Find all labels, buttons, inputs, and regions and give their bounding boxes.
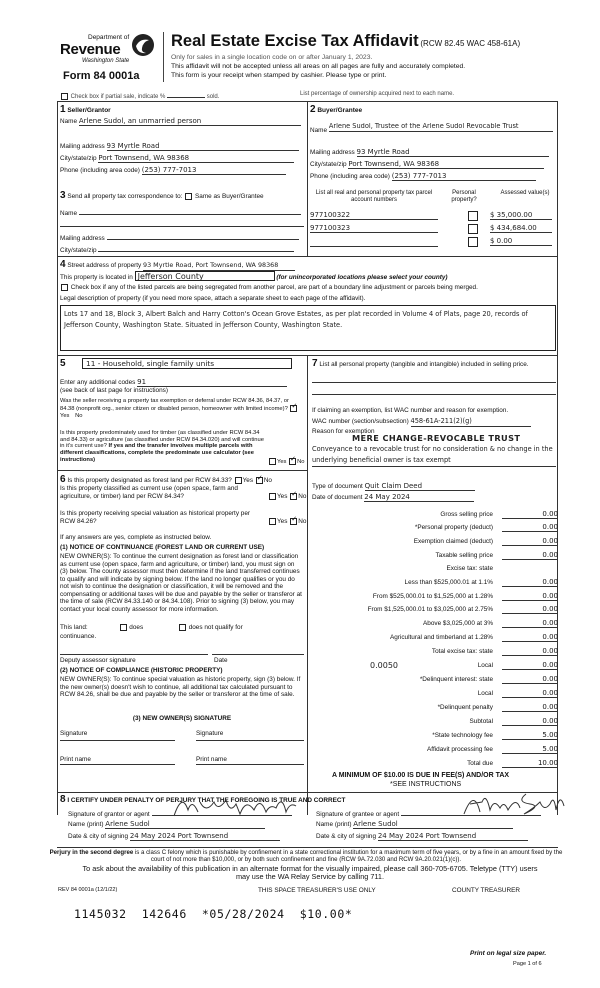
- correspondence-name-row: [60, 208, 304, 218]
- parcel-row: [310, 224, 556, 236]
- correspondence-city-row: [60, 245, 304, 255]
- segregated-row: [60, 284, 556, 292]
- historic-no-checkbox[interactable]: [290, 518, 297, 525]
- historic-no-label: No: [298, 518, 307, 526]
- forest-yes-checkbox[interactable]: [235, 477, 242, 484]
- historic-yes-checkbox[interactable]: [269, 518, 276, 525]
- tax-row: [300, 537, 558, 549]
- buyer-section: [310, 104, 556, 184]
- tax-value[interactable]: 0.00: [502, 551, 558, 560]
- wac-row: [312, 418, 531, 427]
- tax-label: *Delinquent interest: state: [419, 676, 493, 683]
- grantee-signature-icon: [460, 788, 570, 818]
- this-land-label: This land:: [60, 624, 88, 632]
- buyer-phone-field[interactable]: (253) 777-7013: [392, 172, 536, 181]
- correspondence-mailing-row: [60, 233, 304, 243]
- same-as-buyer-checkbox[interactable]: [185, 193, 192, 200]
- grantee-sig-label: Signature of grantee or agent: [316, 811, 400, 818]
- certification-text: I CERTIFY UNDER PENALTY OF PERJURY THAT THE FOREGOING IS TRUE AND CORRECT: [67, 797, 346, 804]
- form-rcw: (RCW 82.45 WAC 458-61A): [420, 39, 521, 48]
- new-owner-signature-heading: (3) NEW OWNER(S) SIGNATURE: [132, 715, 232, 722]
- section-5: [60, 358, 304, 468]
- tax-label: *Delinquent penalty: [437, 704, 493, 711]
- partial-sale-percent-field[interactable]: [167, 91, 205, 98]
- doc-type-label: Type of document: [312, 483, 363, 490]
- reason-field[interactable]: Conveyance to a revocable trust for no consideration & no change in the underlying beneficial owner is tax exempt: [312, 444, 556, 467]
- forest-question-text: Is this property designated as forest land per RCW 84.33?: [67, 477, 232, 484]
- buyer-phone-label: Phone (including area code): [310, 173, 390, 180]
- land-use-select[interactable]: 11 - Household, single family units: [82, 358, 292, 369]
- this-land-row: [60, 624, 304, 632]
- header-note-2: This affidavit will not be accepted unless all areas on all pages are fully and accurately completed.: [171, 63, 466, 70]
- tax-label: Above $3,025,000 at 3%: [423, 620, 493, 627]
- grantee-date-row: [316, 832, 556, 841]
- doc-type-field[interactable]: Quit Claim Deed: [365, 482, 475, 491]
- personal-property-checkbox[interactable]: [468, 237, 478, 247]
- minimum-due-note: A MINIMUM OF $10.00 IS DUE IN FEE(S) AND/OR TAX: [332, 772, 510, 779]
- correspondence-blank-line[interactable]: [60, 226, 304, 227]
- does-label: does: [129, 624, 144, 632]
- grantee-name-row: [316, 820, 556, 829]
- parcel-number[interactable]: [310, 237, 438, 247]
- seller-mailing-label: Mailing address: [60, 143, 105, 150]
- assessed-value[interactable]: $ 434,684.00: [490, 224, 552, 233]
- print-name-line-2[interactable]: [196, 764, 304, 765]
- tax-label: Gross selling price: [440, 511, 493, 518]
- buyer-num: 2: [310, 104, 316, 115]
- see-back-note: (see back of last page for instructions): [60, 387, 168, 394]
- historic-yes-label: Yes: [277, 518, 288, 526]
- tax-value[interactable]: 5.00: [502, 731, 558, 740]
- tax-label: Taxable selling price: [435, 552, 493, 559]
- tax-label: Local: [477, 690, 493, 697]
- correspondence-num: 3: [60, 190, 66, 201]
- wac-label: WAC number (section/subsection): [312, 418, 409, 425]
- doc-type-row: [312, 482, 475, 491]
- cashier-stamp: 1145032 142646 *05/28/2024 $10.00*: [74, 907, 353, 921]
- parcel-number[interactable]: 977100323: [310, 224, 438, 233]
- correspondence-section: [60, 190, 304, 256]
- seller-name-label: Name: [60, 118, 78, 125]
- seller-name-row: [60, 117, 304, 126]
- tax-value[interactable]: 0.00: [502, 605, 558, 614]
- section-6: [60, 474, 307, 744]
- tax-value[interactable]: 0.00: [502, 619, 558, 628]
- assessed-value[interactable]: $ 35,000.00: [490, 211, 552, 220]
- correspondence-label: Send all property tax correspondence to:: [67, 193, 183, 200]
- grantee-date-label: Date & city of signing: [316, 833, 377, 840]
- property-num: 4: [60, 259, 66, 270]
- legal-description-field[interactable]: Lots 17 and 18, Block 3, Albert Balch and Harry Cotton's Ocean Grove Estates, as per plat recorded in Volume 4 of Plats, page 20, records of Jefferson County, Washington State. Situated in Jefferson County, Washington State.: [60, 305, 556, 351]
- grantor-date-label: Date & city of signing: [68, 833, 129, 840]
- buyer-mailing-label: Mailing address: [310, 149, 355, 156]
- wac-field[interactable]: 458-61A-211(2)(g): [411, 418, 531, 427]
- tax-row: [300, 745, 558, 757]
- does-not-checkbox[interactable]: [179, 624, 186, 631]
- timber-yes-label: Yes: [277, 459, 287, 466]
- county-treasurer: COUNTY TREASURER: [452, 887, 520, 894]
- assessed-value[interactable]: $ 0.00: [490, 237, 552, 246]
- doc-date-label: Date of document: [312, 494, 363, 501]
- personal-property-line-1[interactable]: [312, 382, 556, 383]
- tax-label: Affidavit processing fee: [427, 746, 493, 753]
- tax-value[interactable]: 5.00: [502, 745, 558, 754]
- form-number: Form 84 0001a: [63, 70, 140, 82]
- correspondence-name-field[interactable]: [79, 208, 301, 215]
- tax-label: Total excise tax: state: [431, 648, 493, 655]
- buyer-city-row: [310, 160, 556, 169]
- partial-sale-label: Check box if partial sale, indicate %: [70, 94, 166, 100]
- tax-label: From $1,525,000.01 to $3,025,000 at 2.75%: [367, 606, 493, 613]
- tax-row: [300, 689, 558, 701]
- tax-row: [300, 551, 558, 563]
- tax-label: Local: [477, 662, 493, 669]
- tax-label: *State technology fee: [432, 732, 493, 739]
- header-divider: [163, 32, 164, 82]
- seller-heading: Seller/Grantor: [67, 107, 111, 114]
- perjury-bold: Perjury in the second degree: [49, 849, 134, 856]
- partial-sale-checkbox[interactable]: [61, 93, 68, 100]
- correspondence-city-field[interactable]: [98, 245, 294, 252]
- county-row: [60, 271, 556, 282]
- compliance-heading: (2) NOTICE OF COMPLIANCE (HISTORIC PROPERTY): [60, 667, 223, 674]
- assessor-signature-line[interactable]: [60, 654, 208, 655]
- column-divider: [307, 101, 308, 256]
- unincorporated-note: (for unincorporated locations please select your county): [276, 274, 448, 281]
- form-title: [171, 32, 520, 52]
- section-7-num: 7: [312, 358, 318, 369]
- seller-mailing-field[interactable]: 93 Myrtle Road: [107, 142, 299, 151]
- new-owner-sig-label-2: Signature: [196, 730, 224, 737]
- print-name-label-2: Print name: [196, 756, 227, 763]
- seller-section: [60, 104, 304, 184]
- buyer-city-field[interactable]: Port Townsend, WA 98368: [348, 160, 544, 169]
- tax-label: From $525,000.01 to $1,525,000 at 1.28%: [372, 593, 493, 600]
- forest-no-label: No: [263, 477, 272, 484]
- perjury-notice: [46, 849, 566, 863]
- exemption-question-text: Was the seller receiving a property tax exemption or deferral under RCW 84.36, 84.37, or 84.38 (nonprofit org., senior citizen or disabled person, homeowner with limited income)?: [60, 398, 289, 412]
- treasurer-use-only: THIS SPACE TREASURER'S USE ONLY: [258, 887, 376, 894]
- add-codes-row: [60, 378, 304, 387]
- correspondence-name-label: Name: [60, 210, 78, 217]
- grantor-name-row: [68, 820, 308, 829]
- tax-value[interactable]: 0.00: [502, 661, 558, 670]
- tax-label: Exemption claimed (deduct): [413, 538, 493, 545]
- exemption-no-label: No: [75, 413, 83, 420]
- buyer-name-row: [310, 123, 556, 135]
- tax-value[interactable]: 0.00: [502, 717, 558, 726]
- tax-row: [300, 675, 558, 687]
- current-use-no-label: No: [298, 493, 307, 501]
- exemption-instruction: If claiming an exemption, list WAC number and reason for exemption.: [312, 407, 509, 414]
- tax-value[interactable]: 0.00: [502, 703, 558, 712]
- tax-label: Less than $525,000.01 at 1.1%: [404, 579, 493, 586]
- section-6-divider: [57, 470, 307, 471]
- timber-answer: [268, 458, 305, 466]
- county-select[interactable]: Jefferson County: [135, 271, 275, 281]
- see-instructions-note: *SEE INSTRUCTIONS: [390, 781, 462, 788]
- tax-row: [300, 564, 558, 576]
- located-label: This property is located in: [60, 274, 133, 281]
- tax-row: [300, 717, 558, 729]
- buyer-phone-row: [310, 172, 556, 181]
- tax-label: *Personal property (deduct): [414, 524, 493, 531]
- alternate-format-notice: To ask about the availability of this publication in an alternate format for the visually impaired, please call 360-705-6705. Teletype (TTY) users may use the WA Relay Service by calling 711.: [82, 864, 538, 882]
- tax-value[interactable]: 0.00: [502, 537, 558, 546]
- tax-row: [300, 661, 558, 673]
- buyer-mailing-row: [310, 148, 556, 157]
- segregated-checkbox[interactable]: [61, 284, 68, 291]
- personal-col-header: Personal property?: [451, 190, 477, 204]
- tax-label: Total due: [467, 760, 493, 767]
- tax-value[interactable]: 0.00: [502, 578, 558, 587]
- buyer-name-label: Name: [310, 126, 328, 134]
- grantee-name-label: Name (print): [316, 821, 352, 828]
- exemption-yes-label: Yes: [60, 413, 70, 420]
- seller-name-field[interactable]: Arlene Sudol, an unmarried person: [79, 117, 301, 126]
- street-row: [60, 259, 556, 271]
- timber-yes-checkbox[interactable]: [269, 458, 276, 465]
- tax-row: [300, 633, 558, 645]
- tax-row: [300, 523, 558, 535]
- tax-value[interactable]: 0.00: [502, 647, 558, 656]
- personal-property-line-2[interactable]: [312, 394, 556, 395]
- add-codes-field[interactable]: 91: [137, 378, 287, 387]
- new-owner-sig-line-1[interactable]: [60, 740, 175, 741]
- grantee-name-field[interactable]: Arlene Sudol: [353, 820, 513, 829]
- logo-name: Revenue: [60, 41, 121, 58]
- tax-row: [300, 592, 558, 604]
- new-owner-sig-label-1: Signature: [60, 730, 88, 737]
- timber-question-text: Is this property predominately used for timber (as classified under RCW 84.34 and 84.33) or agriculture (as classified under RCW 84.34.020) and will continue in it's current use?: [60, 430, 264, 450]
- tax-row: [300, 605, 558, 617]
- seller-phone-field[interactable]: (253) 777-7013: [142, 166, 286, 175]
- section-5-num: 5: [60, 358, 66, 369]
- header-note-3: This form is your receipt when stamped by cashier. Please type or print.: [171, 72, 387, 79]
- tax-label: Agricultural and timberland at 1.28%: [389, 634, 493, 641]
- partial-sale-sold: sold.: [206, 94, 220, 100]
- seller-num: 1: [60, 104, 66, 115]
- any-yes-note: If any answers are yes, complete as instructed below.: [60, 534, 212, 541]
- local-rate: 0.0050: [370, 661, 398, 670]
- section-6-num: 6: [60, 474, 66, 485]
- page-number: Page 1 of 6: [513, 961, 542, 967]
- tax-value[interactable]: 0.00: [502, 592, 558, 601]
- seller-phone-label: Phone (including area code): [60, 167, 140, 174]
- tax-value[interactable]: 0.00: [502, 633, 558, 642]
- property-section: [60, 259, 556, 355]
- assessed-col-header: Assessed value(s): [500, 190, 550, 196]
- timber-no-label: No: [297, 459, 305, 466]
- doc-date-field[interactable]: 24 May 2024: [364, 493, 474, 502]
- street-field[interactable]: 93 Myrtle Road, Port Townsend, WA 98368: [143, 262, 295, 271]
- buyer-name-field[interactable]: Arlene Sudol, Trustee of the Arlene Sudol Revocable Trust: [329, 123, 553, 132]
- tax-value[interactable]: 10.00: [502, 759, 558, 768]
- tax-row: [300, 731, 558, 743]
- tax-label: Excise tax: state: [446, 565, 493, 572]
- print-name-label-1: Print name: [60, 756, 91, 763]
- buyer-city-label: City/state/zip: [310, 161, 347, 168]
- grantor-signature-icon: [170, 790, 300, 820]
- current-use-question: Is this property classified as current use (open space, farm and agriculture, or timber) land per RCW 84.34?: [60, 485, 238, 500]
- perjury-text: is a class C felony which is punishable by confinement in a state correctional institution for a maximum term of five years, or by a fine in an amount fixed by the court of not more than $10,000, or by both such confinement and fine (RCW 9A.72.030 and RCW 9A.20.021(1)(c)).: [134, 849, 563, 863]
- seller-city-field[interactable]: Port Townsend, WA 98368: [98, 154, 294, 163]
- print-name-row: [60, 754, 304, 766]
- seller-phone-row: [60, 166, 304, 175]
- current-use-answer: [268, 493, 306, 501]
- tax-row: [300, 578, 558, 590]
- timber-no-checkbox[interactable]: [289, 458, 296, 465]
- personal-property-checkbox[interactable]: [468, 224, 478, 234]
- header-note-1: Only for sales in a single location code on or after January 1, 2023.: [171, 54, 373, 61]
- compliance-body: NEW OWNER(S): To continue special valuation as historic property, sign (3) below. If the new owner(s) doesn't wish to continue, all additional tax calculated pursuant to RCW 84.26, shall be due and payable by the seller or transferor at the time of sale.: [60, 676, 301, 699]
- tax-row: [300, 619, 558, 631]
- seller-city-row: [60, 154, 304, 163]
- tax-label: Subtotal: [469, 718, 493, 725]
- assessor-date-label: Date: [214, 657, 228, 664]
- print-name-line-1[interactable]: [60, 764, 175, 765]
- parcel-col-header: List all real and personal property tax parcel account numbers: [315, 190, 433, 204]
- grantor-date-field[interactable]: 24 May 2024 Port Townsend: [130, 832, 280, 841]
- new-owner-sig-line-2[interactable]: [196, 740, 304, 741]
- forest-yes-label: Yes: [242, 477, 254, 484]
- tax-value[interactable]: 0.00: [502, 510, 558, 519]
- section-4-divider: [57, 256, 558, 257]
- assessor-signature-label: Deputy assessor signature: [60, 657, 136, 664]
- personal-property-checkbox[interactable]: [468, 211, 478, 221]
- section-8-num: 8: [60, 794, 66, 805]
- correspondence-city-label: City/state/zip: [60, 247, 97, 254]
- continuance-heading: (1) NOTICE OF CONTINUANCE (FOREST LAND OR CURRENT USE): [60, 544, 265, 551]
- grantor-sig-label: Signature of grantor or agent: [68, 811, 150, 818]
- tax-value[interactable]: 0.00: [502, 689, 558, 698]
- add-codes-label: Enter any additional codes: [60, 379, 136, 386]
- street-label: Street address of property: [67, 262, 142, 269]
- buyer-heading: Buyer/Grantee: [317, 107, 363, 114]
- continuance-body: NEW OWNER(S): To continue the current designation as forest land or classification as current use (open space, farm and agriculture, or timber) land, you must sign on (3) below. The county assessor must then determine if the land transferred continues to qualify and will indicate by signing below. If the land no longer qualifies or you do not wish to continue the designation or classification, it will be removed and the compensating or additional taxes will be due and payable by the seller or transferor at the time of sale (RCW 84.33.140 or 84.34.108). Prior to signing (3) below, you may contact your local county assessor for more information.: [60, 553, 302, 613]
- tax-value[interactable]: 0.00: [502, 675, 558, 684]
- section-8-bottom-line: [57, 847, 558, 848]
- revision-code: REV 84 0001a (12/1/22): [58, 887, 118, 893]
- doc-date-row: [312, 493, 474, 502]
- grantee-date-field[interactable]: 24 May 2024 Port Townsend: [378, 832, 528, 841]
- correspondence-mailing-label: Mailing address: [60, 235, 105, 242]
- timber-calculator-note: If yes and the transfer involves multiple parcels with different classifications, complete the predominate use calculator (see instructions): [60, 443, 254, 463]
- segregated-label: Check box if any of the listed parcels are being segregated from another parcel, are part of a boundary line adjustment or parcels being merged.: [70, 284, 478, 292]
- ownership-note: List percentage of ownership acquired next to each name.: [300, 91, 455, 97]
- legal-label: Legal description of property (if you need more space, attach a separate sheet to each page of the affidavit).: [60, 295, 366, 302]
- parcel-table: [310, 190, 556, 252]
- buyer-mailing-field[interactable]: 93 Myrtle Road: [357, 148, 549, 157]
- exemption-yes-checkbox[interactable]: [290, 405, 297, 412]
- does-checkbox[interactable]: [120, 624, 127, 631]
- exemption-question: [60, 398, 304, 420]
- grantor-date-row: [68, 832, 308, 841]
- reason-label: Reason for exemption: [312, 428, 375, 435]
- tax-row: [300, 759, 558, 771]
- parcel-row: [310, 237, 556, 249]
- form-title-text: Real Estate Excise Tax Affidavit: [171, 32, 419, 50]
- forest-no-checkbox[interactable]: [256, 477, 263, 484]
- seller-mailing-row: [60, 142, 304, 151]
- does-not-label: does not qualify for: [188, 624, 243, 632]
- reason-title: MERE CHANGE-REVOCABLE TRUST: [352, 433, 521, 443]
- current-use-no-checkbox[interactable]: [290, 493, 297, 500]
- timber-question: [60, 430, 265, 463]
- parcel-number[interactable]: 977100322: [310, 211, 438, 220]
- tax-row: [300, 510, 558, 522]
- legal-paper-note: Print on legal size paper.: [470, 950, 547, 957]
- revenue-logo: [60, 28, 160, 84]
- grantor-name-field[interactable]: Arlene Sudol: [105, 820, 265, 829]
- certification-section: [60, 794, 556, 846]
- parcel-row: [310, 211, 556, 223]
- tax-row: [300, 647, 558, 659]
- partial-sale-row: [60, 91, 560, 101]
- current-use-yes-checkbox[interactable]: [269, 493, 276, 500]
- assessor-date-line[interactable]: [212, 654, 304, 655]
- historic-question: Is this property receiving special valuation as historical property per RCW 84.26?: [60, 510, 251, 525]
- correspondence-mailing-field[interactable]: [107, 233, 299, 240]
- personal-property-label: List all personal property (tangible and intangible) included in selling price.: [319, 361, 529, 368]
- tax-value[interactable]: 0.00: [502, 523, 558, 532]
- logo-state: Washington State: [82, 58, 130, 64]
- tax-row: [300, 703, 558, 715]
- current-use-yes-label: Yes: [277, 493, 288, 501]
- continuance-label: continuance.: [60, 633, 97, 640]
- revenue-swirl-icon: [130, 32, 156, 58]
- grantor-name-label: Name (print): [68, 821, 104, 828]
- section-7: [312, 358, 556, 508]
- same-as-buyer-label: Same as Buyer/Grantee: [195, 193, 264, 200]
- seller-city-label: City/state/zip: [60, 155, 97, 162]
- logo-dept: Department of: [88, 34, 130, 41]
